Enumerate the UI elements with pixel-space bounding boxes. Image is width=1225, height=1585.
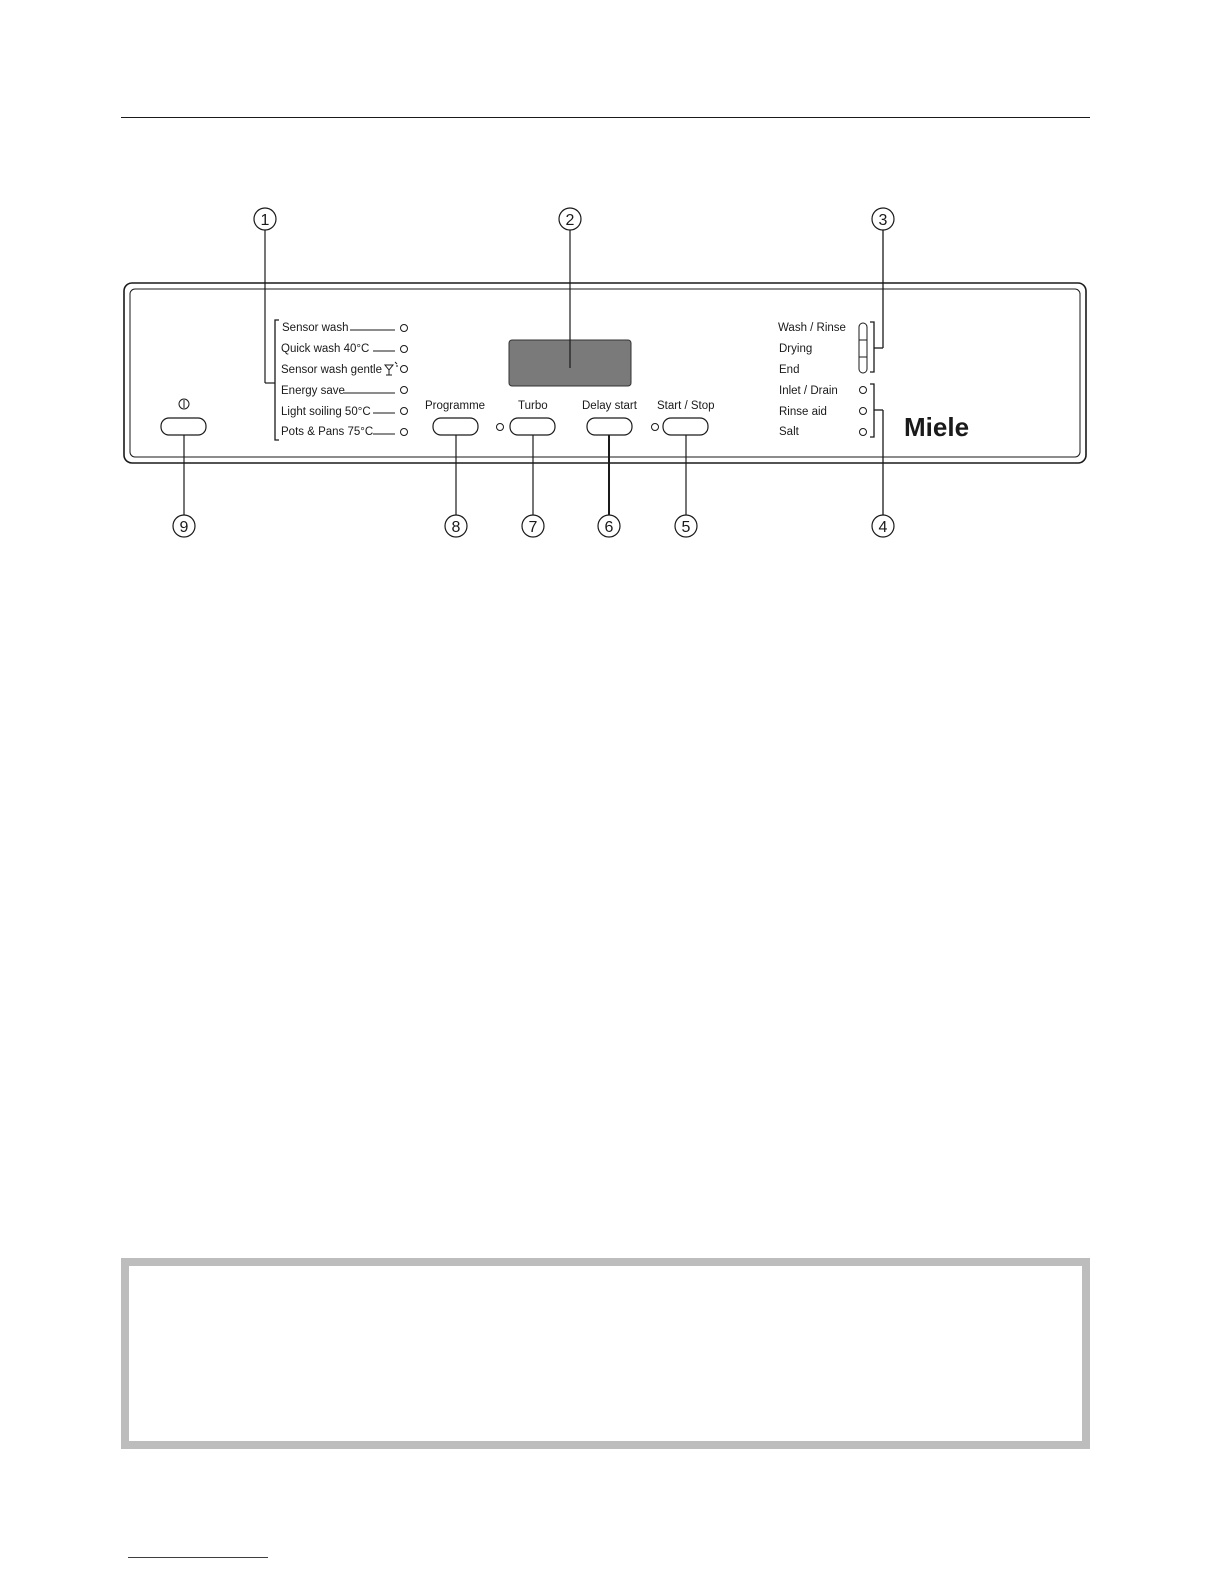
indicator-led (860, 429, 867, 436)
indicator-label: Rinse aid (779, 406, 827, 418)
programme-led (401, 325, 408, 332)
progress-indicator (859, 323, 867, 373)
programme-label: Light soiling 50°C (281, 406, 371, 418)
callout-2 (559, 208, 581, 230)
programme-label: Energy save (281, 385, 345, 397)
programme-button[interactable] (433, 418, 478, 435)
indicator-label: Salt (779, 426, 799, 438)
programme-label: Sensor wash (282, 322, 349, 334)
footer-rule (128, 1557, 268, 1558)
turbo-button[interactable] (510, 418, 555, 435)
start-stop-button[interactable] (663, 418, 708, 435)
programme-led (401, 429, 408, 436)
callout-6 (598, 515, 620, 537)
progress-label: End (779, 364, 800, 376)
indicator-led (860, 408, 867, 415)
svg-text:5: 5 (681, 519, 691, 536)
callout-4 (872, 515, 894, 537)
programme-led (401, 408, 408, 415)
svg-text:1: 1 (260, 212, 270, 229)
svg-text:7: 7 (528, 519, 538, 536)
callout-5 (675, 515, 697, 537)
progress-label: Wash / Rinse (778, 322, 846, 334)
glass-icon (385, 362, 398, 375)
delay-start-button-label: Delay start (582, 400, 637, 412)
callout-1 (254, 208, 276, 230)
programme-label: Sensor wash gentle (281, 364, 383, 376)
delay-start-button[interactable] (587, 418, 632, 435)
note-box (121, 1258, 1090, 1449)
turbo-led (497, 424, 504, 431)
indicator-led (860, 387, 867, 394)
progress-bracket (870, 322, 874, 372)
control-panel-diagram (0, 0, 1225, 600)
turbo-button-label: Turbo (518, 400, 548, 412)
indicator-bracket (870, 384, 874, 437)
svg-text:4: 4 (878, 519, 888, 536)
svg-text:8: 8 (451, 519, 461, 536)
svg-text:3: 3 (878, 212, 888, 229)
callout-3 (872, 208, 894, 230)
callout-9 (173, 515, 195, 537)
svg-text:9: 9 (179, 519, 189, 536)
programme-led (401, 346, 408, 353)
programme-led (401, 387, 408, 394)
indicator-label: Inlet / Drain (779, 385, 838, 397)
svg-text:2: 2 (565, 212, 575, 229)
programme-bracket (275, 320, 279, 440)
power-icon (179, 399, 189, 409)
progress-label: Drying (779, 343, 813, 355)
programme-label: Pots & Pans 75°C (281, 426, 374, 438)
callout-8 (445, 515, 467, 537)
brand-logo: Miele (904, 412, 970, 442)
programme-button-label: Programme (425, 400, 486, 412)
programme-led (401, 366, 408, 373)
start-stop-led (652, 424, 659, 431)
power-button[interactable] (161, 418, 206, 435)
svg-text:6: 6 (604, 519, 614, 536)
start-stop-button-label: Start / Stop (657, 400, 715, 412)
programme-label: Quick wash 40°C (281, 343, 370, 355)
callout-7 (522, 515, 544, 537)
